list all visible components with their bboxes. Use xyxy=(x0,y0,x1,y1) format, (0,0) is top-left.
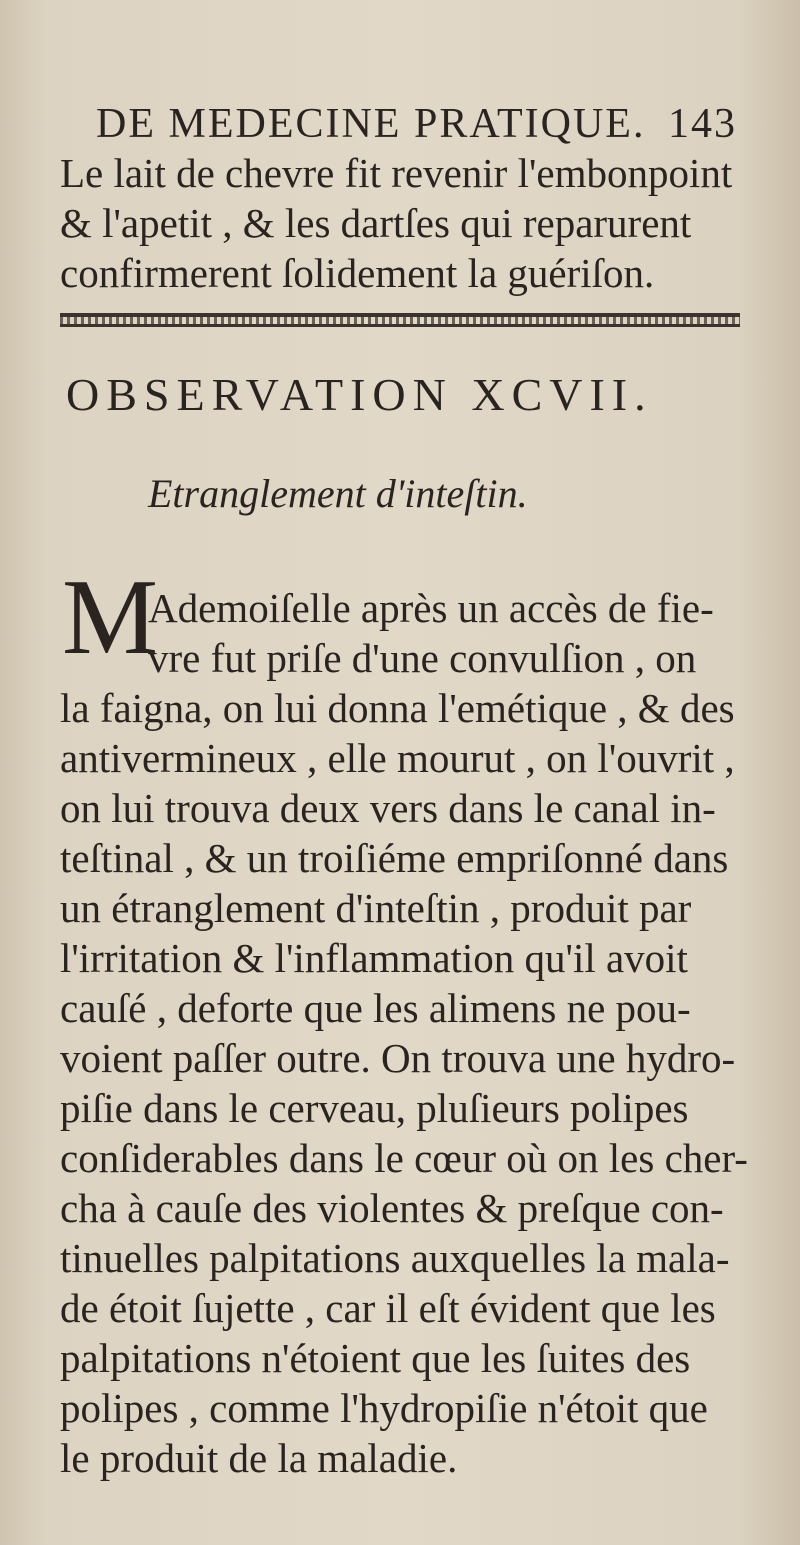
text-line: un étranglement d'inteſtin , produit par xyxy=(60,885,692,931)
text-line: tinuelles palpitations auxquelles la mala- xyxy=(60,1235,730,1281)
text-line: Le lait de chevre fit revenir l'embonpoint xyxy=(60,150,733,196)
running-header xyxy=(96,100,736,148)
ornamental-rule xyxy=(60,313,740,327)
body-paragraph xyxy=(60,683,760,1483)
text-line: antivermineux , elle mourut , on l'ouvrit , xyxy=(60,735,735,781)
drop-cap: M xyxy=(62,558,159,677)
text-line: Ademoiſelle après un accès de fie- xyxy=(148,585,714,631)
running-title: DE MEDECINE PRATIQUE. xyxy=(96,101,646,147)
text-line: l'irritation & l'inflammation qu'il avoit xyxy=(60,935,688,981)
text-line: vre fut priſe d'une convulſion , on xyxy=(148,635,697,681)
text-line: cauſé , deforte que les alimens ne pou- xyxy=(60,985,691,1031)
text-line: piſie dans le cerveau, pluſieurs polipes xyxy=(60,1085,689,1131)
text-line: la faigna, on lui donna l'emétique , & des xyxy=(60,685,735,731)
text-line: polipes , comme l'hydropiſie n'étoit que xyxy=(60,1385,708,1431)
page-number: 143 xyxy=(667,101,737,147)
observation-subtitle: Etranglement d'inteſtin. xyxy=(148,471,528,516)
text-line: cha à cauſe des violentes & preſque con- xyxy=(60,1185,724,1231)
text-line: & l'apetit , & les dartſes qui reparurent xyxy=(60,200,692,246)
text-line: le produit de la maladie. xyxy=(60,1435,458,1481)
text-line: de étoit ſujette , car il eſt évident que les xyxy=(60,1285,716,1331)
text-line: conſiderables dans le cœur où on les cher- xyxy=(60,1135,748,1181)
text-line: on lui trouva deux vers dans le canal in- xyxy=(60,785,716,831)
text-line: voient paſſer outre. On trouva une hydro- xyxy=(60,1035,736,1081)
intro-paragraph xyxy=(60,148,760,298)
body-first-lines xyxy=(148,583,768,683)
text-line: confirmerent ſolidement la guériſon. xyxy=(60,250,655,296)
text-line: palpitations n'étoient que les ſuites des xyxy=(60,1335,691,1381)
observation-title: OBSERVATION XCVII. xyxy=(66,369,653,420)
text-line: teſtinal , & un troiſiéme empriſonné dans xyxy=(60,835,729,881)
